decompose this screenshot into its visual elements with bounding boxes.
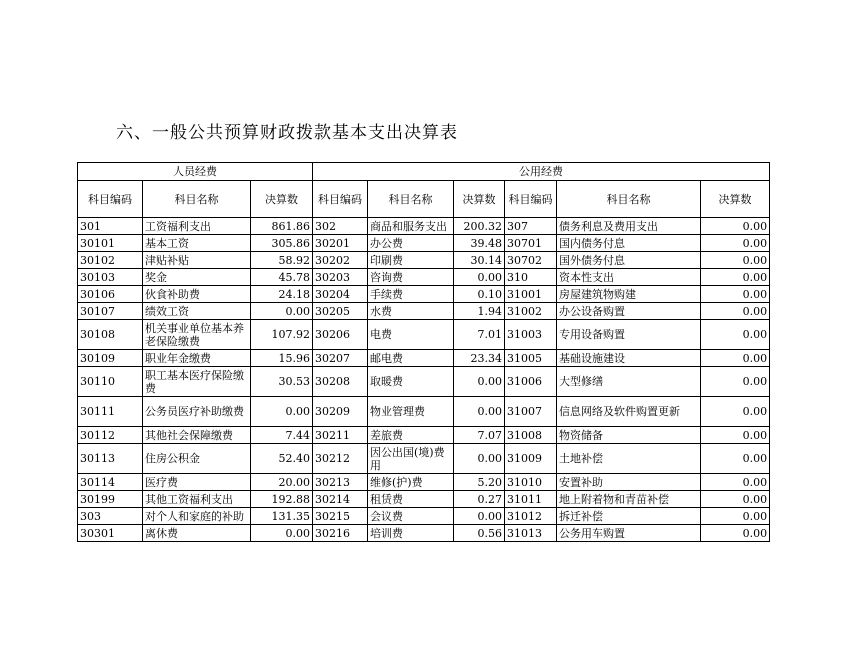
amount-cell: 52.40 xyxy=(251,444,313,474)
table-row xyxy=(78,508,770,525)
subject-name-cell: 对个人和家庭的补助 xyxy=(143,508,251,525)
subject-name-cell: 房屋建筑物购建 xyxy=(557,286,701,303)
subject-name-cell: 维修(护)费 xyxy=(368,474,454,491)
subject-name-cell: 绩效工资 xyxy=(143,303,251,320)
table-row xyxy=(78,286,770,303)
subject-code-cell: 30702 xyxy=(505,252,557,269)
table-row xyxy=(78,303,770,320)
amount-cell: 30.53 xyxy=(251,367,313,397)
amount-cell: 0.00 xyxy=(701,367,770,397)
subject-code-cell: 31006 xyxy=(505,367,557,397)
column-header-code: 科目编码 xyxy=(313,181,368,218)
table-row xyxy=(78,218,770,235)
subject-name-cell: 会议费 xyxy=(368,508,454,525)
subject-code-cell: 31002 xyxy=(505,303,557,320)
amount-cell: 0.00 xyxy=(701,397,770,427)
amount-cell: 7.01 xyxy=(454,320,505,350)
subject-code-cell: 30203 xyxy=(313,269,368,286)
amount-cell: 24.18 xyxy=(251,286,313,303)
subject-code-cell: 31011 xyxy=(505,491,557,508)
amount-cell: 0.00 xyxy=(701,286,770,303)
table-row xyxy=(78,269,770,286)
expenditure-table xyxy=(77,162,770,542)
subject-name-cell: 基本工资 xyxy=(143,235,251,252)
subject-name-cell: 咨询费 xyxy=(368,269,454,286)
amount-cell: 0.00 xyxy=(701,320,770,350)
amount-cell: 7.07 xyxy=(454,427,505,444)
table-row xyxy=(78,350,770,367)
subject-code-cell: 30199 xyxy=(78,491,143,508)
subject-name-cell: 手续费 xyxy=(368,286,454,303)
table-row xyxy=(78,474,770,491)
subject-code-cell: 30216 xyxy=(313,525,368,542)
subject-name-cell: 奖金 xyxy=(143,269,251,286)
subject-code-cell: 31008 xyxy=(505,427,557,444)
subject-name-cell: 电费 xyxy=(368,320,454,350)
subject-name-cell: 信息网络及软件购置更新 xyxy=(557,397,701,427)
group-header-public: 公用经费 xyxy=(313,163,770,181)
subject-code-cell: 307 xyxy=(505,218,557,235)
table-row xyxy=(78,427,770,444)
amount-cell: 305.86 xyxy=(251,235,313,252)
subject-name-cell: 拆迁补偿 xyxy=(557,508,701,525)
table-row xyxy=(78,320,770,350)
amount-cell: 0.00 xyxy=(701,508,770,525)
subject-code-cell: 30209 xyxy=(313,397,368,427)
subject-code-cell: 30205 xyxy=(313,303,368,320)
subject-name-cell: 基础设施建设 xyxy=(557,350,701,367)
subject-name-cell: 邮电费 xyxy=(368,350,454,367)
subject-name-cell: 土地补偿 xyxy=(557,444,701,474)
subject-code-cell: 303 xyxy=(78,508,143,525)
subject-code-cell: 30107 xyxy=(78,303,143,320)
amount-cell: 0.00 xyxy=(251,303,313,320)
subject-name-cell: 水费 xyxy=(368,303,454,320)
subject-name-cell: 大型修缮 xyxy=(557,367,701,397)
column-header-code: 科目编码 xyxy=(78,181,143,218)
amount-cell: 23.34 xyxy=(454,350,505,367)
subject-code-cell: 30111 xyxy=(78,397,143,427)
column-header-amount: 决算数 xyxy=(454,181,505,218)
amount-cell: 107.92 xyxy=(251,320,313,350)
subject-name-cell: 公务员医疗补助缴费 xyxy=(143,397,251,427)
subject-name-cell: 住房公积金 xyxy=(143,444,251,474)
subject-name-cell: 其他社会保障缴费 xyxy=(143,427,251,444)
table-body xyxy=(78,218,770,542)
subject-code-cell: 30114 xyxy=(78,474,143,491)
subject-code-cell: 30212 xyxy=(313,444,368,474)
subject-name-cell: 公务用车购置 xyxy=(557,525,701,542)
amount-cell: 0.27 xyxy=(454,491,505,508)
amount-cell: 192.88 xyxy=(251,491,313,508)
subject-name-cell: 国内债务付息 xyxy=(557,235,701,252)
subject-name-cell: 债务利息及费用支出 xyxy=(557,218,701,235)
amount-cell: 0.00 xyxy=(454,367,505,397)
subject-code-cell: 301 xyxy=(78,218,143,235)
column-header-name: 科目名称 xyxy=(557,181,701,218)
amount-cell: 0.00 xyxy=(454,508,505,525)
subject-name-cell: 差旅费 xyxy=(368,427,454,444)
subject-code-cell: 30101 xyxy=(78,235,143,252)
subject-code-cell: 31003 xyxy=(505,320,557,350)
subject-code-cell: 30207 xyxy=(313,350,368,367)
amount-cell: 0.00 xyxy=(701,235,770,252)
column-header-code: 科目编码 xyxy=(505,181,557,218)
subject-code-cell: 310 xyxy=(505,269,557,286)
column-header-amount: 决算数 xyxy=(701,181,770,218)
amount-cell: 39.48 xyxy=(454,235,505,252)
column-header-name: 科目名称 xyxy=(143,181,251,218)
column-header-name: 科目名称 xyxy=(368,181,454,218)
subject-name-cell: 印刷费 xyxy=(368,252,454,269)
amount-cell: 45.78 xyxy=(251,269,313,286)
subject-code-cell: 30108 xyxy=(78,320,143,350)
amount-cell: 1.94 xyxy=(454,303,505,320)
subject-code-cell: 30113 xyxy=(78,444,143,474)
amount-cell: 0.00 xyxy=(251,397,313,427)
amount-cell: 200.32 xyxy=(454,218,505,235)
group-header-personnel: 人员经费 xyxy=(78,163,313,181)
amount-cell: 5.20 xyxy=(454,474,505,491)
amount-cell: 0.00 xyxy=(701,427,770,444)
subject-name-cell: 物业管理费 xyxy=(368,397,454,427)
subject-name-cell: 专用设备购置 xyxy=(557,320,701,350)
subject-code-cell: 30110 xyxy=(78,367,143,397)
subject-code-cell: 30206 xyxy=(313,320,368,350)
subject-name-cell: 地上附着物和青苗补偿 xyxy=(557,491,701,508)
subject-code-cell: 30214 xyxy=(313,491,368,508)
subject-name-cell: 培训费 xyxy=(368,525,454,542)
subject-name-cell: 安置补助 xyxy=(557,474,701,491)
subject-name-cell: 职工基本医疗保险缴费 xyxy=(143,367,251,397)
subject-name-cell: 机关事业单位基本养老保险缴费 xyxy=(143,320,251,350)
subject-name-cell: 伙食补助费 xyxy=(143,286,251,303)
subject-code-cell: 31009 xyxy=(505,444,557,474)
subject-name-cell: 工资福利支出 xyxy=(143,218,251,235)
subject-name-cell: 津贴补贴 xyxy=(143,252,251,269)
subject-name-cell: 办公费 xyxy=(368,235,454,252)
subject-code-cell: 30211 xyxy=(313,427,368,444)
amount-cell: 0.00 xyxy=(701,303,770,320)
subject-code-cell: 30301 xyxy=(78,525,143,542)
amount-cell: 0.00 xyxy=(701,252,770,269)
subject-name-cell: 租赁费 xyxy=(368,491,454,508)
subject-name-cell: 物资储备 xyxy=(557,427,701,444)
subject-name-cell: 办公设备购置 xyxy=(557,303,701,320)
subject-code-cell: 30215 xyxy=(313,508,368,525)
subject-name-cell: 离休费 xyxy=(143,525,251,542)
amount-cell: 30.14 xyxy=(454,252,505,269)
amount-cell: 0.00 xyxy=(454,444,505,474)
amount-cell: 0.00 xyxy=(701,525,770,542)
column-header-amount: 决算数 xyxy=(251,181,313,218)
amount-cell: 0.00 xyxy=(454,397,505,427)
page-title: 六、一般公共预算财政拨款基本支出决算表 xyxy=(116,123,458,143)
amount-cell: 15.96 xyxy=(251,350,313,367)
subject-code-cell: 30213 xyxy=(313,474,368,491)
amount-cell: 861.86 xyxy=(251,218,313,235)
subject-name-cell: 职业年金缴费 xyxy=(143,350,251,367)
amount-cell: 58.92 xyxy=(251,252,313,269)
subject-code-cell: 302 xyxy=(313,218,368,235)
amount-cell: 0.00 xyxy=(701,474,770,491)
amount-cell: 20.00 xyxy=(251,474,313,491)
subject-code-cell: 30201 xyxy=(313,235,368,252)
amount-cell: 0.00 xyxy=(701,218,770,235)
amount-cell: 0.00 xyxy=(701,350,770,367)
amount-cell: 0.00 xyxy=(701,444,770,474)
subject-code-cell: 31010 xyxy=(505,474,557,491)
subject-code-cell: 31001 xyxy=(505,286,557,303)
subject-code-cell: 30208 xyxy=(313,367,368,397)
subject-code-cell: 31012 xyxy=(505,508,557,525)
subject-name-cell: 商品和服务支出 xyxy=(368,218,454,235)
subject-code-cell: 30109 xyxy=(78,350,143,367)
subject-code-cell: 30112 xyxy=(78,427,143,444)
subject-code-cell: 30701 xyxy=(505,235,557,252)
subject-name-cell: 取暖费 xyxy=(368,367,454,397)
table-row xyxy=(78,252,770,269)
subject-code-cell: 31005 xyxy=(505,350,557,367)
subject-code-cell: 30204 xyxy=(313,286,368,303)
table-row xyxy=(78,525,770,542)
subject-code-cell: 31013 xyxy=(505,525,557,542)
amount-cell: 0.10 xyxy=(454,286,505,303)
amount-cell: 7.44 xyxy=(251,427,313,444)
amount-cell: 0.00 xyxy=(701,491,770,508)
table-row xyxy=(78,235,770,252)
subject-code-cell: 31007 xyxy=(505,397,557,427)
subject-name-cell: 因公出国(境)费用 xyxy=(368,444,454,474)
table-row xyxy=(78,397,770,427)
subject-name-cell: 资本性支出 xyxy=(557,269,701,286)
amount-cell: 0.00 xyxy=(701,269,770,286)
subject-code-cell: 30202 xyxy=(313,252,368,269)
table-row xyxy=(78,444,770,474)
subject-code-cell: 30106 xyxy=(78,286,143,303)
subject-name-cell: 医疗费 xyxy=(143,474,251,491)
subject-code-cell: 30103 xyxy=(78,269,143,286)
amount-cell: 0.00 xyxy=(454,269,505,286)
table-row xyxy=(78,367,770,397)
subject-code-cell: 30102 xyxy=(78,252,143,269)
subject-name-cell: 其他工资福利支出 xyxy=(143,491,251,508)
amount-cell: 0.56 xyxy=(454,525,505,542)
table-row xyxy=(78,491,770,508)
subject-name-cell: 国外债务付息 xyxy=(557,252,701,269)
amount-cell: 0.00 xyxy=(251,525,313,542)
amount-cell: 131.35 xyxy=(251,508,313,525)
